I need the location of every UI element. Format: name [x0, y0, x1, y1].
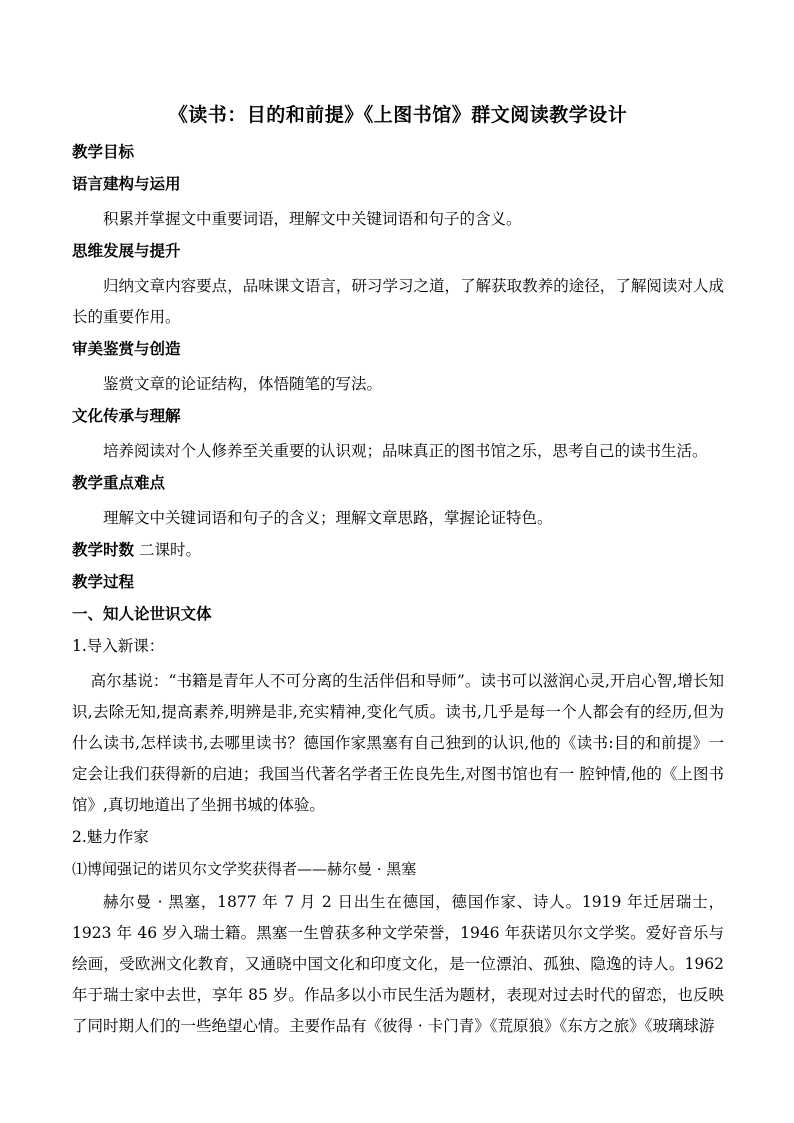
step1-label: 1.导入新课：	[72, 637, 165, 655]
step2-text: 赫尔曼 · 黑塞，1877 年 7 月 2 日出生在德国，德国作家、诗人。1919 年迁居瑞士，1923 年 46 岁入瑞士籍。黑塞一生曾获多种文学荣誉，1946 年获诺贝尔文学奖。爱好音乐与绘画，受欧洲文化教育，又通晓中国文化和印度文化，是一位漂泊、孤独、隐逸的诗人。1962 年于瑞士家中去世，享年 85 岁。作品多以小市民生活为题材，表现对过去时代的留恋，也反映了同时期人们的一些绝望心情。主要作品有《彼得 · 卡门青》《荒原狼》《东方之旅》《玻璃球游	[72, 893, 724, 1035]
teaching-hours-label: 教学时数	[72, 540, 135, 559]
section-text-aesthetic: 鉴赏文章的论证结构，体悟随笔的写法。	[103, 375, 383, 393]
section-text-thinking: 归纳文章内容要点，品味课文语言，研习学习之道，了解获取教养的途径，了解阅读对人成长的重要作用。	[72, 277, 724, 326]
section-text-culture: 培养阅读对个人修养至关重要的认识观；品味真正的图书馆之乐，思考自己的读书生活。	[103, 442, 708, 460]
process-heading: 教学过程	[72, 572, 135, 591]
key-points-heading: 教学重点难点	[72, 473, 166, 492]
step1-text: 高尔基说：“书籍是青年人不可分离的生活伴侣和导师”。读书可以滋润心灵,开启心智,增长知识,去除无知,提高素养,明辨是非,充实精神,变化气质。读书,几乎是每一个人都会有的经历,但为什么读书,怎样读书,去哪里读书？德国作家黑塞有自己独到的认识,他的《读书:目的和前提》一定会让我们获得新的启迪；我国当代著名学者王佐良先生,对图书馆也有一 腔钟情,他的《上图书馆》,真切地道出了坐拥书城的体验。	[72, 672, 724, 814]
step2-label: 2.魅力作家	[72, 828, 149, 846]
step2-subheading: ⑴博闻强记的诺贝尔文学奖获得者——赫尔曼 · 黑塞	[72, 860, 417, 878]
section-heading-aesthetic: 审美鉴赏与创造	[72, 339, 181, 358]
part1-heading: 一、知人论世识文体	[72, 604, 212, 623]
key-points-text: 理解文中关键词语和句子的含义；理解文章思路，掌握论证特色。	[103, 509, 553, 527]
section-heading-thinking: 思维发展与提升	[72, 241, 181, 260]
document-title: 《读书：目的和前提》《上图书馆》群文阅读教学设计	[168, 104, 628, 126]
teaching-hours	[72, 538, 724, 562]
section-heading-culture: 文化传承与理解	[72, 406, 181, 425]
objectives-heading: 教学目标	[72, 142, 135, 161]
section-heading-language: 语言建构与运用	[72, 174, 181, 193]
document-page	[72, 100, 724, 1046]
section-text-language: 积累并掌握文中重要词语，理解文中关键词语和句子的含义。	[103, 210, 522, 228]
teaching-hours-value: 二课时。	[134, 541, 201, 559]
